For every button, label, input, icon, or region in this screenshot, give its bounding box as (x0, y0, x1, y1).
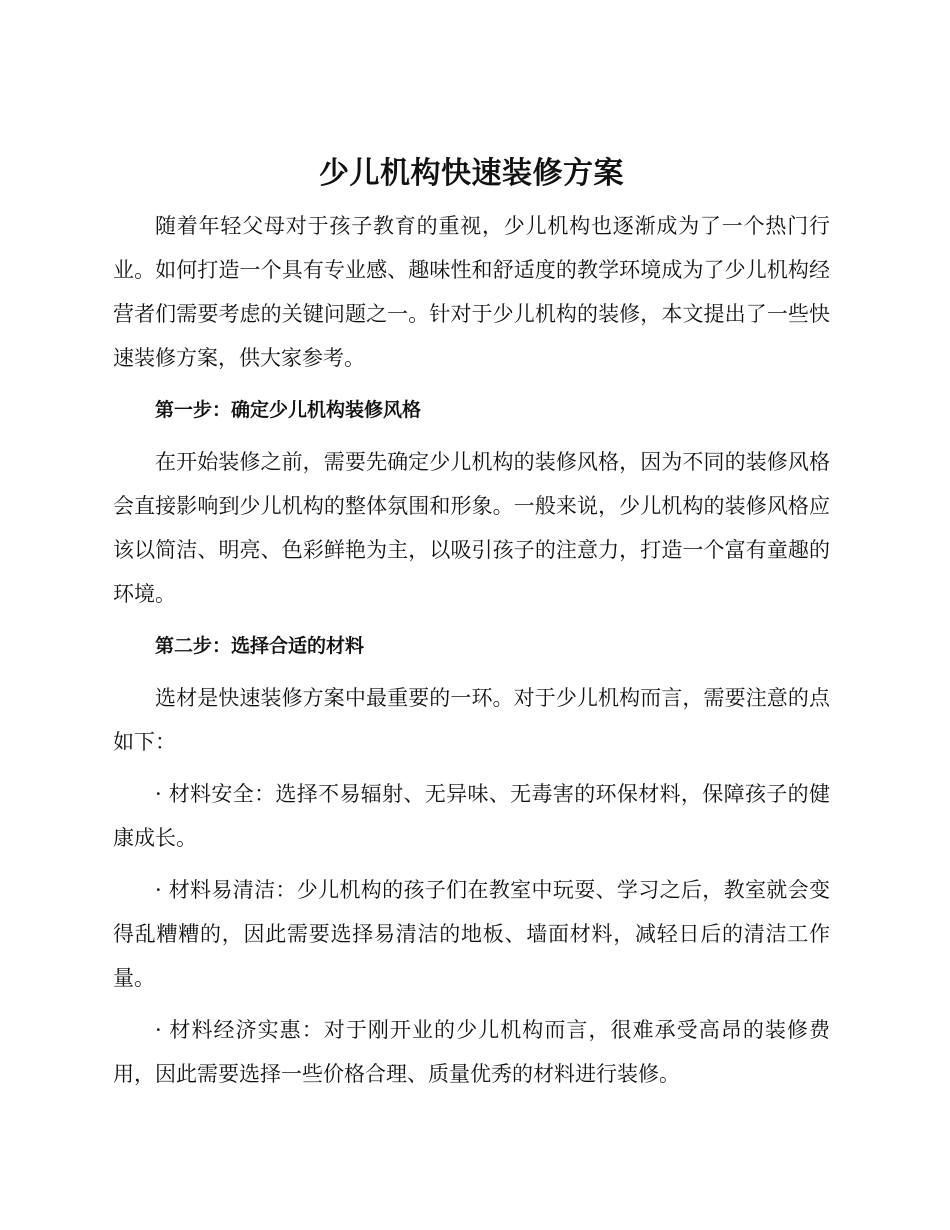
bullet-item-economical: · 材料经济实惠：对于刚开业的少儿机构而言，很难承受高昂的装修费用，因此需要选择一些价格合理、质量优秀的材料进行装修。 (113, 1018, 830, 1086)
section-heading-step-1: 第一步：确定少儿机构装修风格 (155, 399, 422, 421)
document-title: 少儿机构快速装修方案 (319, 156, 624, 191)
intro-paragraph: 随着年轻父母对于孩子教育的重视，少儿机构也逐渐成为了一个热门行业。如何打造一个具有专业感、趣味性和舒适度的教学环境成为了少儿机构经营者们需要考虑的关键问题之一。针对于少儿机构的装修，本文提出了一些快速装修方案，供大家参考。 (113, 214, 830, 370)
bullet-item-easy-clean: · 材料易清洁：少儿机构的孩子们在教室中玩耍、学习之后，教室就会变得乱糟糟的，因此需要选择易清洁的地板、墙面材料，减轻日后的清洁工作量。 (113, 878, 830, 990)
document-page (113, 150, 830, 1096)
section-body-step-1: 在开始装修之前，需要先确定少儿机构的装修风格，因为不同的装修风格会直接影响到少儿机构的整体氛围和形象。一般来说，少儿机构的装修风格应该以简洁、明亮、色彩鲜艳为主，以吸引孩子的注意力，打造一个富有童趣的环境。 (113, 450, 830, 606)
section-heading-step-2: 第二步：选择合适的材料 (155, 635, 365, 657)
bullet-item-material-safety: · 材料安全：选择不易辐射、无异味、无毒害的环保材料，保障孩子的健康成长。 (113, 782, 830, 850)
section-body-step-2: 选材是快速装修方案中最重要的一环。对于少儿机构而言，需要注意的点如下： (113, 686, 830, 754)
